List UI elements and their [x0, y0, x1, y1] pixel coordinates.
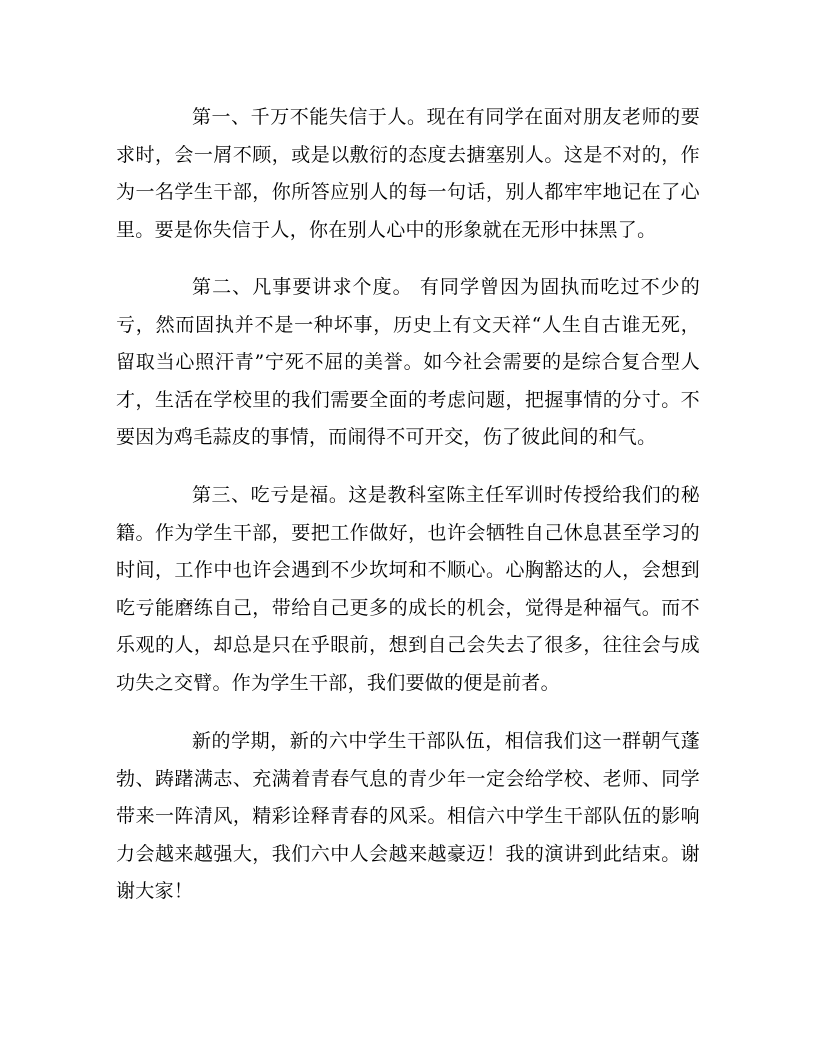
paragraph-second-point: 第二、凡事要讲求个度。 有同学曾因为固执而吃过不少的亏，然而固执并不是一种坏事，历史上有文天祥“人生自古谁无死，留取当心照汗青”宁死不屈的美誉。如今社会需要的是综合复合型人才，生活在学校里的我们需要全面的考虑问题，把握事情的分寸。不要因为鸡毛蒜皮的事情，而闹得不可开交，伤了彼此间的和气。	[116, 276, 700, 449]
paragraph-third-point: 第三、吃亏是福。这是教科室陈主任军训时传授给我们的秘籍。作为学生干部，要把工作做好，也许会牺牲自己休息甚至学习的时间，工作中也许会遇到不少坎坷和不顺心。心胸豁达的人，会想到吃亏能磨练自己，带给自己更多的成长的机会，觉得是种福气。而不乐观的人，却总是只在乎眼前，想到自己会失去了很多，往往会与成功失之交臂。作为学生干部，我们要做的便是前者。	[116, 484, 700, 694]
paragraph-first-point: 第一、千万不能失信于人。现在有同学在面对朋友老师的要求时，会一屑不顾，或是以敷衍的态度去搪塞别人。这是不对的，作为一名学生干部，你所答应别人的每一句话，别人都牢牢地记在了心里。要是你失信于人，你在别人心中的形象就在无形中抹黑了。	[116, 106, 700, 241]
paragraph-closing: 新的学期，新的六中学生干部队伍，相信我们这一群朝气蓬勃、踌躇满志、充满着青春气息的青少年一定会给学校、老师、同学带来一阵清风，精彩诠释青春的风采。相信六中学生干部队伍的影响力会越来越强大，我们六中人会越来越豪迈！我的演讲到此结束。谢谢大家！	[116, 730, 700, 903]
